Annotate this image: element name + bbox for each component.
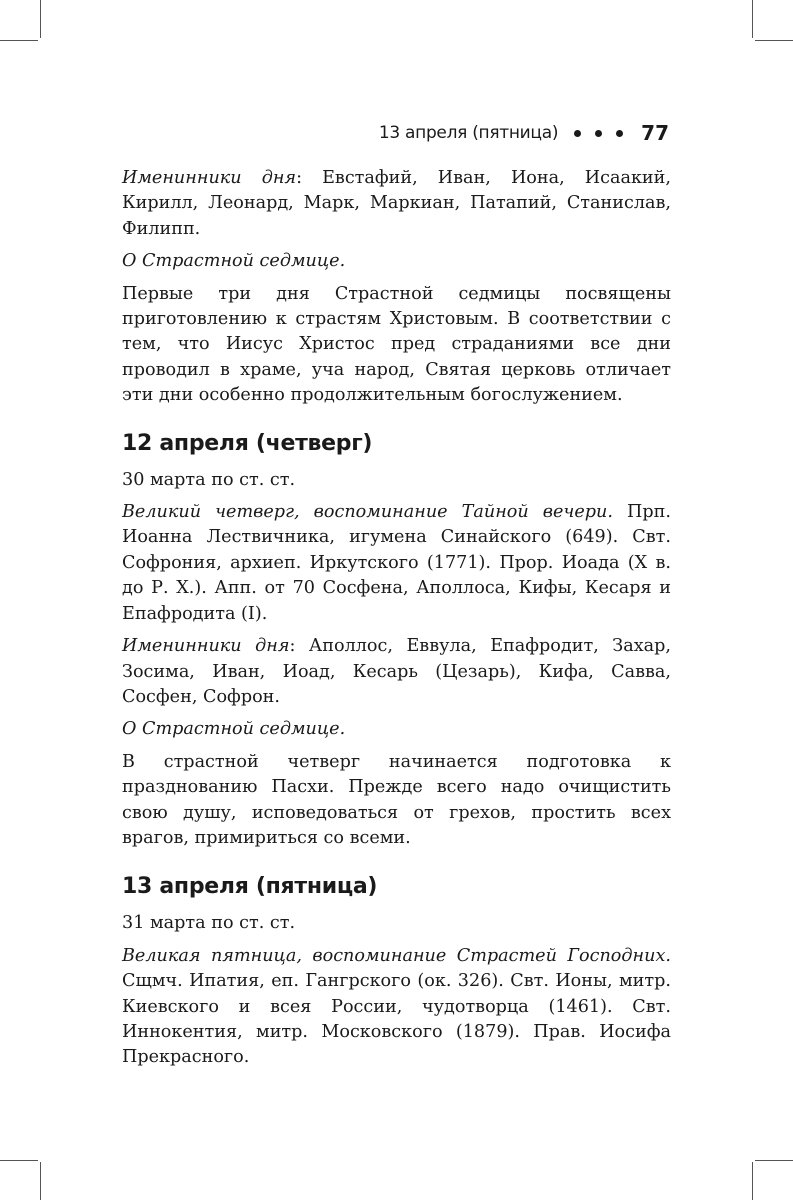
- feast-saints: Прп. Иоанна Лествичника, игумена Синайского (649). Свт. Софрония, архиеп. Иркутского (1771). Прор. Иоада (X в. до Р. Х.). Апп. от 70 Сосфена, Аполлоса, Кифы, Кесаря и Епафродита (I).: [122, 502, 671, 624]
- body-paragraph: Первые три дня Страстной седмицы посвящены приготовлению к страстям Христовым. В соответствии с тем, что Иисус Христос пред страданиями все дни проводил в храме, уча народ, Святая церковь отличает эти дни особенно продолжительным богослужением.: [122, 283, 671, 406]
- page-body: [122, 166, 671, 1078]
- bullet-icon: [595, 130, 602, 137]
- feast-paragraph: [122, 944, 671, 1071]
- crop-mark: [752, 0, 753, 38]
- crop-mark: [752, 1162, 753, 1200]
- feast-paragraph: [122, 500, 671, 627]
- header-dots: [574, 130, 623, 137]
- bullet-icon: [616, 130, 623, 137]
- body-paragraph: В страстной четверг начинается подготовка к празднованию Пасхи. Прежде всего надо очищистить свою душу, исповедоваться от грехов, простить всех врагов, примириться со всеми.: [122, 751, 671, 848]
- crop-mark: [0, 1160, 38, 1161]
- namedays-paragraph: [122, 634, 671, 710]
- crop-mark: [755, 40, 793, 41]
- crop-mark: [40, 1162, 41, 1200]
- day-heading: 12 апреля (четверг): [122, 430, 373, 456]
- namedays-list: : Аполлос, Еввула, Епафродит, Захар, Зосима, Иван, Иоад, Кесарь (Цезарь), Кифа, Савва, Сосфен, Софрон.: [122, 636, 671, 707]
- subhead: О Страстной седмице.: [122, 719, 346, 740]
- namedays-label: Именинники дня: [122, 168, 297, 188]
- subhead: О Страстной седмице.: [122, 251, 346, 272]
- crop-mark: [755, 1160, 793, 1161]
- namedays-label: Именинники дня: [122, 636, 290, 657]
- crop-mark: [0, 40, 38, 41]
- old-style-date: 31 марта по ст. ст.: [122, 913, 296, 934]
- feast-title: Великая пятница, воспоминание Страстей Господних.: [122, 945, 671, 966]
- running-header: [379, 121, 669, 145]
- running-title: 13 апреля (пятница): [378, 123, 559, 143]
- namedays-list: : Евстафий, Иван, Иона, Исаакий, Кирилл, Леонард, Марк, Маркиан, Патапий, Станислав, Филипп.: [122, 168, 671, 239]
- namedays-paragraph: [122, 166, 671, 242]
- bullet-icon: [574, 130, 581, 137]
- page-number: 77: [641, 121, 669, 145]
- feast-saints: Сщмч. Ипатия, еп. Гангрского (ок. 326). Свт. Ионы, митр. Киевского и всея России, чудотворца (1461). Свт. Иннокентия, митр. Московского (1879). Прав. Иосифа Прекрасного.: [122, 971, 671, 1068]
- feast-title: Великий четверг, воспоминание Тайной вечери.: [122, 502, 613, 523]
- old-style-date: 30 марта по ст. ст.: [122, 469, 296, 490]
- crop-mark: [40, 0, 41, 38]
- day-heading: 13 апреля (пятница): [122, 874, 378, 900]
